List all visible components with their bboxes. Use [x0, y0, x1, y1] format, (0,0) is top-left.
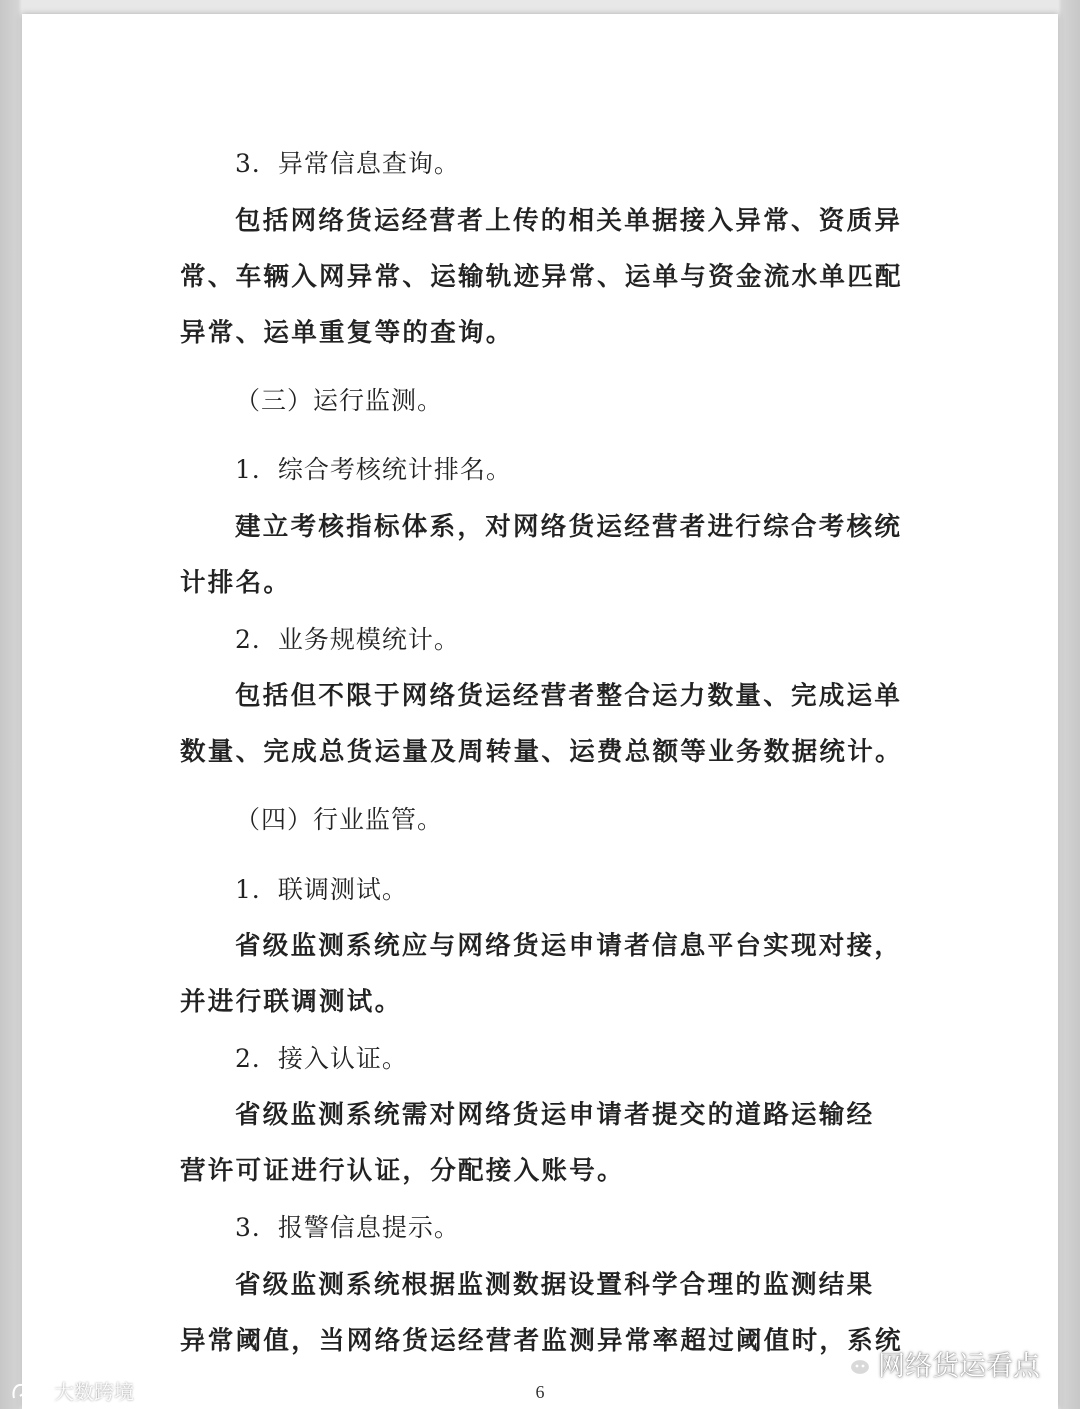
brand-logo-icon — [10, 1380, 50, 1402]
paragraph-line: 异常阈值，当网络货运经营者监测异常率超过阈值时，系统 — [180, 1326, 903, 1356]
item-heading: 2．接入认证。 — [235, 1044, 408, 1073]
wechat-icon — [834, 1348, 872, 1380]
paragraph-line: 常、车辆入网异常、运输轨迹异常、运单与资金流水单匹配 — [180, 262, 903, 292]
page-number: 6 — [535, 1382, 545, 1402]
section-heading: （四）行业监管。 — [235, 805, 444, 834]
item-heading: 2．业务规模统计。 — [235, 625, 460, 654]
paragraph-line: 异常、运单重复等的查询。 — [180, 318, 514, 348]
paragraph-line: 省级监测系统根据监测数据设置科学合理的监测结果 — [235, 1270, 875, 1300]
paragraph-line: 省级监测系统需对网络货运申请者提交的道路运输经 — [235, 1100, 875, 1130]
section-heading: （三）运行监测。 — [235, 386, 444, 415]
watermark-left-text: 大数跨境 — [54, 1380, 134, 1404]
paragraph-line: 包括网络货运经营者上传的相关单据接入异常、资质异 — [235, 206, 903, 236]
item-heading: 1．综合考核统计排名。 — [235, 455, 512, 484]
item-heading: 1．联调测试。 — [235, 875, 408, 904]
document-page — [22, 14, 1058, 1409]
watermark-right-text: 网络货运看点 — [878, 1351, 1040, 1382]
paragraph-line: 并进行联调测试。 — [180, 987, 403, 1017]
paragraph-line: 数量、完成总货运量及周转量、运费总额等业务数据统计。 — [180, 737, 903, 767]
paragraph-line: 省级监测系统应与网络货运申请者信息平台实现对接， — [235, 931, 903, 961]
paragraph-line: 建立考核指标体系，对网络货运经营者进行综合考核统 — [235, 512, 903, 542]
paragraph-line: 包括但不限于网络货运经营者整合运力数量、完成运单 — [235, 681, 903, 711]
item-heading: 3．报警信息提示。 — [235, 1213, 460, 1242]
paragraph-line: 营许可证进行认证，分配接入账号。 — [180, 1156, 625, 1186]
watermark-right — [834, 1344, 1040, 1383]
paragraph-line: 计排名。 — [180, 568, 292, 598]
item-heading: 3．异常信息查询。 — [235, 149, 460, 178]
watermark-left — [10, 1376, 134, 1405]
